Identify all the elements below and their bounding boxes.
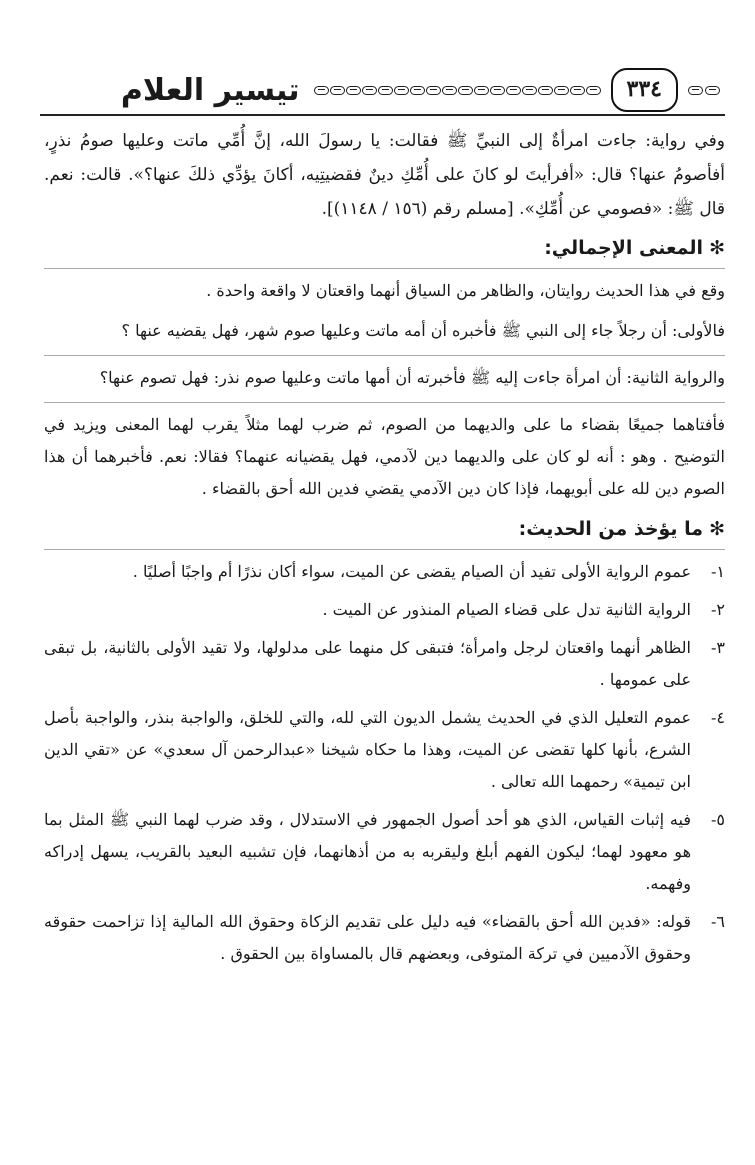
list-item [44,804,725,900]
hadith-version-text: وفي رواية: جاءت امرأةٌ إلى النبيِّ ﷺ فقالت: يا رسولَ الله، إنَّ أُمِّي ماتت وعليها صومُ نذرٍ، أفأصومُ عنها؟ قال: «أفرأيتَ لو كانَ على أُمِّكِ دينٌ فقضيتِيه، أكانَ يؤدِّي ذلكَ عنها؟». قالت: نعم. قال ﷺ: «فصومي عن أُمِّكِ». [مسلم رقم (١٥٦ / ١١٤٨)]. [44,131,725,219]
item-text: فيه إثبات القياس، الذي هو أحد أصول الجمهور في الاستدلال ، وقد ضرب لهما النبي ﷺ المثل بما هو معهود لهما؛ ليكون الفهم أبلغ وليقربه به من أذهانهما، فإن تشبيه البعيد بالقريب، يسهل إدراكه وفهمه. [44,810,692,893]
header-ornament-right [688,86,720,95]
ornament-oval-icon [394,86,409,95]
ornament-oval-icon [522,86,537,95]
ornament-oval-icon [330,86,345,95]
heading-lessons-label: ما يؤخذ من الحديث: [518,518,704,540]
item-number: ١- [711,562,725,581]
list-item [44,702,725,798]
running-title: تيسير العلام [120,72,300,108]
heading-general-meaning [44,232,725,264]
asterisk-icon: ✻ [709,518,725,540]
section-divider [44,549,725,550]
ornament-oval-icon [346,86,361,95]
section-divider [44,402,725,403]
list-item [44,594,725,626]
header-rule [40,114,725,116]
ornament-oval-icon [586,86,601,95]
item-text: عموم التعليل الذي في الحديث يشمل الديون التي لله، والتي للخلق، والواجبة بنذر، والواجبة بأصل الشرع، بأنها كلها تقضى عن الميت، وهذا ما حكاه شيخنا «عبدالرحمن آل سعدي» عن «تقي الدين ابن تيمية» رحمهما الله تعالى . [44,708,691,791]
section-divider [44,268,725,269]
ornament-oval-icon [705,86,720,95]
general-paragraph: وقع في هذا الحديث روايتان، والظاهر من السياق أنهما واقعتان لا واقعة واحدة . [206,281,725,300]
page-header [40,66,720,114]
ornament-oval-icon [314,86,329,95]
asterisk-icon: ✻ [709,237,725,259]
item-text: قوله: «فدين الله أحق بالقضاء» فيه دليل على تقديم الزكاة وحقوق الله المالية إذا تزاحمت حقوقه وحقوق الآدميين في تركة المتوفى، وبعضهم قال بالمساواة بين الحقوق . [44,912,691,963]
ornament-oval-icon [688,86,703,95]
ornament-oval-icon [362,86,377,95]
list-item [44,632,725,696]
ornament-oval-icon [570,86,585,95]
heading-general-meaning-label: المعنى الإجمالي: [544,237,704,259]
ornament-oval-icon [506,86,521,95]
ornament-oval-icon [442,86,457,95]
ornament-oval-icon [490,86,505,95]
ornament-oval-icon [474,86,489,95]
item-number: ٣- [711,638,725,657]
item-number: ٢- [711,600,725,619]
ornament-oval-icon [538,86,553,95]
ornament-oval-icon [378,86,393,95]
list-item [44,556,725,588]
item-text: عموم الرواية الأولى تفيد أن الصيام يقضى عن الميت، سواء أكان نذرًا أم واجبًا أصليًا . [132,562,691,581]
heading-lessons [44,513,725,545]
item-number: ٤- [711,708,725,727]
general-paragraph: فالأولى: أن رجلاً جاء إلى النبي ﷺ فأخبره أن أمه ماتت وعليها صوم شهر، فهل يقضيه عنها ؟ [121,321,725,340]
page-content [44,124,725,976]
ornament-oval-icon [426,86,441,95]
item-text: الظاهر أنهما واقعتان لرجل وامرأة؛ فتبقى كل منهما على مدلولها، ولا تقيد الأولى بالثانية، بل تبقى على عمومها . [44,638,691,689]
ornament-oval-icon [458,86,473,95]
page-number: ٣٣٤ [611,68,678,112]
general-paragraph: فأفتاهما جميعًا بقضاء ما على والديهما من الصوم، ثم ضرب لهما مثلاً يقرب لهما المعنى ويزيد في التوضيح . وهو : أنه لو كان على والديهما دين لآدمي، فهل يقضيانه عنهما؟ فقالا: نعم. فأخبرهما أن هذا الصوم دين لله على أبويهما، فإذا كان دين الآدمي يقضي فدين الله أحق بالقضاء . [44,415,726,498]
section-divider [44,355,725,356]
item-number: ٦- [711,912,725,931]
ornament-oval-icon [410,86,425,95]
item-number: ٥- [711,810,725,829]
ornament-oval-icon [554,86,569,95]
item-text: الرواية الثانية تدل على قضاء الصيام المنذور عن الميت . [322,600,691,619]
list-item [44,906,725,970]
general-paragraph: والرواية الثانية: أن امرأة جاءت إليه ﷺ فأخبرته أن أمها ماتت وعليها صوم نذر: فهل تصوم عنها؟ [99,368,725,387]
header-ornament-chain [314,86,601,95]
